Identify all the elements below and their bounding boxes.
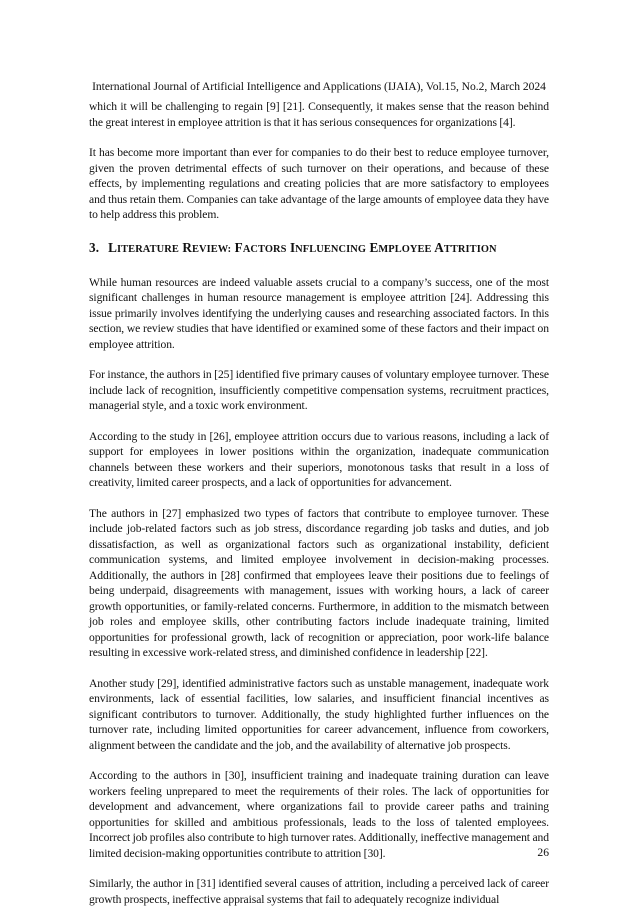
body-paragraph-3: According to the study in [26], employee attrition occurs due to various reasons, including a lack of support for employees in lower positions within the organization, inadequate communication channels between these workers and their superiors, monotonous tasks that result in a loss of creativity, limited career prospects, and a lack of opportunities for advancement. — [89, 429, 549, 489]
section-number: 3. — [89, 239, 100, 255]
body-paragraph-4: The authors in [27] emphasized two types of factors that contribute to employee turnover. These include job-related factors such as job stress, discordance regarding job tasks and duties, and job dissatisfaction, as well as organizational factors such as organizational instability, deficient communication systems, and limited employee involvement in decision-making processes. Additionally, the authors in [28] confirmed that employees leave their positions due to feelings of being underpaid, disagreements with management, issues with working hours, a lack of career growth opportunities, or family-related concerns. Furthermore, in addition to the mismatch between job roles and employee skills, other contributing factors include inadequate training, limited opportunities for professional growth, lack of recognition or appreciation, poor work-life balance resulting in excessive work-related stress, and diminished confidence in leadership [22]. — [89, 506, 549, 659]
body-paragraph-5: Another study [29], identified administrative factors such as unstable management, inadequate work environments, lack of essential facilities, low salaries, and insufficient financial incentives as significant contributors to turnover. Additionally, the study highlighted further influences on the turnover rate, including limited opportunities for career advancement, influence from coworkers, alignment between the candidate and the job, and the availability of alternative job prospects. — [89, 676, 549, 752]
running-header: International Journal of Artificial Intelligence and Applications (IJAIA), Vol.15, No.2, March 2024 — [92, 80, 546, 93]
page-number: 26 — [537, 846, 549, 859]
page-body — [89, 99, 549, 907]
intro-paragraph-2: It has become more important than ever for companies to do their best to reduce employee turnover, given the proven detrimental effects of such turnover on their operations, and because of these effects, by implementing regulations and creating policies that are more satisfactory to employees and thus retain them. Companies can take advantage of the large amounts of employee data they have to help address this problem. — [89, 146, 549, 221]
body-paragraph-6: According to the authors in [30], insufficient training and inadequate training duration can leave workers feeling unprepared to meet the requirements of their roles. The lack of opportunities for development and advancement, where organizations fail to provide career paths and training opportunities for skilled and ambitious professionals, leads to the loss of talented employees. Incorrect job profiles also contribute to high turnover rates. Additionally, ineffective management and limited decision-making opportunities contribute to attrition [30]. — [89, 769, 549, 860]
intro-paragraph-1: which it will be challenging to regain [9] [21]. Consequently, it makes sense that the reason behind the great interest in employee attrition is that it has serious consequences for organizations [4]. — [89, 100, 549, 129]
section-heading — [89, 240, 549, 258]
section-title: LITERATURE REVIEW: FACTORS INFLUENCING EMPLOYEE ATTRITION — [108, 239, 497, 255]
body-paragraph-1: While human resources are indeed valuable assets crucial to a company’s success, one of the most significant challenges in human resource management is employee attrition [24]. Addressing this issue primarily involves identifying the underlying causes and researching associated factors. In this section, we review studies that have identified or examined some of these factors and their impact on employee attrition. — [89, 275, 549, 351]
body-paragraph-2: For instance, the authors in [25] identified five primary causes of voluntary employee turnover. These include lack of recognition, insufficiently competitive compensation systems, recruitment practices, managerial style, and a toxic work environment. — [89, 368, 549, 412]
body-paragraph-7: Similarly, the author in [31] identified several causes of attrition, including a perceived lack of career growth prospects, ineffective appraisal systems that fail to adequately recognize individual — [89, 877, 549, 906]
